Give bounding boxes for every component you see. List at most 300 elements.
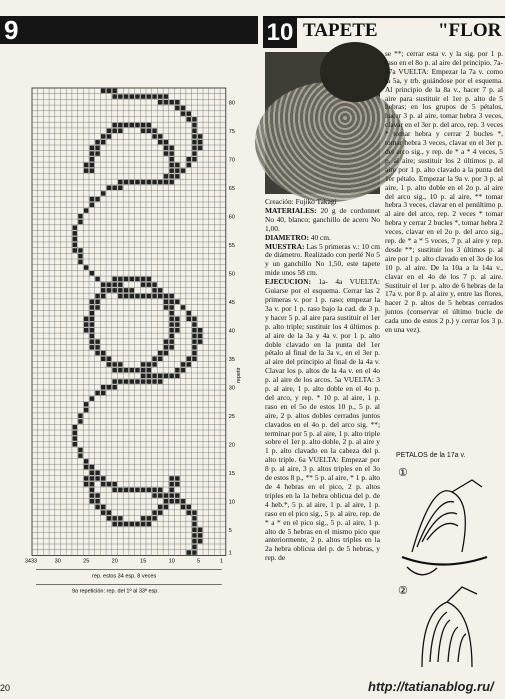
filled-cell [192,539,197,544]
filled-cell [118,94,123,99]
chart-grid [24,68,250,595]
filled-cell [187,163,192,168]
filled-cell [169,174,174,179]
filled-cell [158,357,163,362]
row-label: 20 [228,442,235,449]
filled-cell [107,385,112,390]
filled-cell [101,134,106,139]
filled-cell [78,214,83,219]
filled-cell [124,294,129,299]
filled-cell [164,100,169,105]
filled-cell [187,357,192,362]
filled-cell [101,351,106,356]
filled-cell [152,180,157,185]
filled-cell [164,499,169,504]
filled-cell [78,448,83,453]
filled-cell [84,168,89,173]
filled-cell [175,100,180,105]
filled-cell [78,220,83,225]
filled-cell [164,300,169,305]
filled-cell [181,106,186,111]
section-header-10 [263,16,505,48]
filled-cell [90,322,95,327]
instruction-paragraph: EJECUCION: 1a- 4a VUELTA: Guiarse por el esquema. Cerrar las 2 primeras v. por 1 p. raso; empezar la 3a v. por 1 p. raso bajo la cad. de 3 p. y hacer 5 p. al aire para sustituir el 1er p. alto triple; sustituir los 4 últimos p. al aire de la 3a y 4a v. por 1 p. alto doble clavado en la punta del 1er pétalo al final de la 3a v., en el 3er p. al aire del principio al final de la 4a v. Clavar los p. altos de la 4a v. en el 4o p. al aire de los arcos. 5a VUELTA: 3 p. al aire, 1 p. alto doble en el 4o p. del arco, y rep. * 10 p. al aire, 1 p. raso en el 5o de estos 10 p., 5 p. al aire, 2 p. altos dobles cerrados juntos clavados en el 4o p. del arco sig. **; terminar por 5 p. al aire, 1 p. alto triple sobre el 1er p. alto doble, 2 p. al aire y 1 p. alto clavado en la cabeza del p. alto triple. 6a VUELTA: Empezar por 8 p. al aire, 3 p. altos triples en el 3o de estos 8 p., ** 5 p. al aire, * 1 p. alto de 4 hebras en el pico, 2 p. altos triples en la 1a hebra oblicua del p. de 4 heb.*, 5 p. al aire, 1 p. al aire, 1 p. raso en el pico sig., 5 p. al aire, rep. de * a * en el pico sig., 5 p. al aire, 1 p. alto de 5 hebras en el mismo pico que anteriormente, 2 p. altos triples en la 2a hebra oblicua del p. de 5 hebras, y rep. de [265,277,380,563]
filled-cell [164,345,169,350]
filled-cell [147,294,152,299]
filled-cell [141,277,146,282]
photo-caption: Creación: Fujiko Takagi [265,197,337,206]
column-label: 10 [168,558,175,565]
paragraph-heading: MATERIALES: [265,205,317,215]
filled-cell [192,522,197,527]
filled-cell [164,493,169,498]
filled-cell [164,374,169,379]
section-number: 10 [263,18,297,48]
filled-cell [95,345,100,350]
filled-cell [90,271,95,276]
filled-cell [124,368,129,373]
filled-cell [164,305,169,310]
filled-cell [158,505,163,510]
filled-cell [118,379,123,384]
filled-cell [192,357,197,362]
filled-cell [169,328,174,333]
filled-cell [107,516,112,521]
filled-cell [130,488,135,493]
filled-cell [101,476,106,481]
filled-cell [130,288,135,293]
filled-cell [73,243,78,248]
row-label: 55 [228,242,235,249]
filled-cell [169,168,174,173]
filled-cell [90,482,95,487]
filled-cell [90,339,95,344]
filled-cell [152,516,157,521]
filled-cell [169,493,174,498]
row-label: 75 [228,128,235,135]
filled-cell [192,117,197,122]
filled-cell [107,134,112,139]
filled-cell [169,345,174,350]
filled-cell [152,510,157,515]
filled-cell [152,134,157,139]
filled-cell [147,94,152,99]
filled-cell [158,379,163,384]
filled-cell [175,328,180,333]
filled-cell [112,282,117,287]
filled-cell [112,379,117,384]
row-label: 1 [228,550,232,557]
filled-cell [95,197,100,202]
filled-cell [187,117,192,122]
filled-cell [175,374,180,379]
filled-cell [192,157,197,162]
filled-cell [95,471,100,476]
filled-cell [192,317,197,322]
row-label: 40 [228,328,235,335]
filled-cell [198,528,203,533]
filled-cell [118,522,123,527]
filled-cell [192,516,197,521]
filled-cell [101,282,106,287]
filled-cell [192,151,197,156]
filled-cell [90,157,95,162]
filled-cell [112,89,117,94]
instruction-paragraph: DIAMETRO: 40 cm. [265,232,331,242]
filled-cell [175,482,180,487]
filled-cell [187,311,192,316]
filled-cell [78,248,83,253]
filled-cell [147,123,152,128]
filled-cell [90,300,95,305]
filled-cell [73,225,78,230]
doily-photo [265,52,380,194]
filled-cell [141,294,146,299]
filled-cell [141,129,146,134]
filled-cell [198,334,203,339]
filled-cell [95,476,100,481]
filled-cell [118,186,123,191]
filled-cell [101,191,106,196]
row-label: 25 [228,413,235,420]
filled-cell [95,391,100,396]
row-label: 5 [228,527,232,534]
filled-cell [84,322,89,327]
article-title-continued: "FLOR [438,20,502,41]
section-header-9 [0,16,258,44]
filled-cell [107,482,112,487]
filled-cell [147,379,152,384]
row-label: 80 [228,100,235,107]
filled-cell [175,174,180,179]
filled-cell [124,288,129,293]
filled-cell [141,488,146,493]
column-label: 25 [83,558,90,565]
filled-cell [101,294,106,299]
instructions-column-2 [385,50,503,335]
filled-cell [101,89,106,94]
filled-cell [192,550,197,555]
filled-cell [175,476,180,481]
filled-cell [84,402,89,407]
filled-cell [130,522,135,527]
filled-cell [73,425,78,430]
filled-cell [84,208,89,213]
filled-cell [164,140,169,145]
filled-cell [84,482,89,487]
filled-cell [78,414,83,419]
filled-cell [90,345,95,350]
filled-cell [112,129,117,134]
filled-cell [192,129,197,134]
filled-cell [84,476,89,481]
filled-cell [169,476,174,481]
filled-cell [118,368,123,373]
column-label: 20 [111,558,118,565]
filled-cell [147,129,152,134]
filled-cell [192,134,197,139]
section-number: 9 [4,15,19,45]
filled-cell [112,385,117,390]
filled-cell [124,522,129,527]
filled-cell [181,368,186,373]
filled-cell [135,368,140,373]
filled-cell [95,339,100,344]
row-label: 45 [228,299,235,306]
instructions-column-1 [265,198,380,563]
filled-cell [181,499,186,504]
lace-texture [255,82,405,202]
instruction-text: se **; cerrar esta v. y la sig. por 1 p. raso en el 8o p. al aire del principio. 7a- 17a VUELTA: Empezar la 7a v. como la 5a, y trb. guiándose por el esquema. Al principio de la 8a v., hacer 7 p. al aire para sustituir el 1er p. alto de 5 hebras; en los grupos de 5 pétalos, hacer 3 p. al aire, tomar hebra 3 veces, clavar en el 3er p. del arco, rep. 3 veces * tomar hebra y cerrar 2 bucles *, tomar hebra 3 veces, clavar en el 3er p. del arco sig., y rep. de * a * 4 veces, 5 p. al aire; sustituir los 2 últimos p. al aire por 1 p. alto clavado a la punta del 1er pétalo. Empezar la 9a v. por 3 p. al aire, 1 p. alto doble en el 2o p. al aire del arco sig., 10 p. al aire, ** tomar hebra 3 veces, clavar en el penúltimo p. al aire del arco, rep. 2 veces * tomar hebra y cerrar 2 bucles *, tomar hebra 2 veces, clavar en el 2o p. del arco sig., rep. de * a * 5 veces, 7 p. al aire y rep. desde **; sustituir los 3 últimos p. al aire por 1 p. alto clavado en el 3o de los 10 p. al aire. De la 10a a la 14a v., clavar en el 4o de los 7 p. al aire. Sustituir el 1er p. alto de 6 hebras de la 17a v. por 8 p. al aire y, entre las flores, hacer 2 p. altos de 5 hebras cerrados juntos (conservar el último bucle de cada uno de estos 2 p.) y cerrar los 3 p. en una vez). [385,49,504,335]
filled-cell [164,151,169,156]
filled-cell [118,362,123,367]
filled-cell [147,180,152,185]
filled-cell [95,277,100,282]
filled-cell [112,123,117,128]
filled-cell [147,522,152,527]
filled-cell [112,482,117,487]
filled-cell [158,493,163,498]
filled-cell [158,351,163,356]
filled-cell [169,317,174,322]
step-1-marker: ① [398,467,408,479]
filled-cell [95,300,100,305]
filled-cell [135,522,140,527]
filled-cell [112,488,117,493]
filled-cell [112,186,117,191]
filled-cell [90,493,95,498]
filled-cell [101,391,106,396]
instruction-paragraph: MATERIALES: 20 g de cordonnet No 40, blanco; ganchillo de acero No 1,00. [265,205,380,233]
filled-cell [124,488,129,493]
filled-cell [84,163,89,168]
filled-cell [90,476,95,481]
filled-cell [95,140,100,145]
filled-cell [198,533,203,538]
filled-cell [107,288,112,293]
filled-cell [90,499,95,504]
filled-cell [158,180,163,185]
filled-cell [130,180,135,185]
filled-cell [101,505,106,510]
column-label: 5 [197,558,201,565]
paragraph-heading: DIAMETRO: [265,232,309,242]
row-label: 30 [228,385,235,392]
article-title: TAPETE [303,20,378,41]
filled-cell [169,305,174,310]
filled-cell [78,254,83,259]
filled-cell [164,180,169,185]
filled-cell [90,168,95,173]
filled-cell [107,282,112,287]
petal-2 [422,587,477,667]
filled-cell [192,328,197,333]
filled-cell [112,288,117,293]
column-label: 1 [219,558,224,565]
filled-cell [152,294,157,299]
filled-cell [192,528,197,533]
filled-cell [141,368,146,373]
filled-cell [107,89,112,94]
petals-diagram [392,462,504,672]
filled-cell [124,180,129,185]
column-label: 30 [54,558,61,565]
filled-cell [107,186,112,191]
filled-cell [118,516,123,521]
filled-cell [192,510,197,515]
filled-cell [90,465,95,470]
filled-cell [130,94,135,99]
filled-cell [169,100,174,105]
filled-cell [135,123,140,128]
filled-cell [164,505,169,510]
filled-cell [101,510,106,515]
filled-cell [169,157,174,162]
row-label: 70 [228,157,235,164]
filled-cell [101,288,106,293]
filled-cell [175,163,180,168]
row-label: 60 [228,214,235,221]
filled-cell [141,379,146,384]
filled-cell [181,168,186,173]
filled-cell [169,488,174,493]
filled-cell [158,488,163,493]
filled-cell [175,168,180,173]
filled-cell [95,493,100,498]
filled-cell [152,488,157,493]
filled-cell [73,431,78,436]
filled-cell [112,94,117,99]
filled-cell [147,282,152,287]
column-label: 15 [140,558,147,565]
column-label: 3433 [24,558,38,565]
filled-cell [181,362,186,367]
filled-cell [73,248,78,253]
filled-cell [152,493,157,498]
filled-cell [118,288,123,293]
filled-cell [95,294,100,299]
filled-cell [169,146,174,151]
filled-cell [175,322,180,327]
filled-cell [73,436,78,441]
filled-cell [158,134,163,139]
filled-cell [90,197,95,202]
filled-cell [198,339,203,344]
filled-cell [84,465,89,470]
filled-cell [95,151,100,156]
repeat-note-1: rep. estos 34 esp. 8 veces [92,573,157,580]
filled-cell [118,282,123,287]
filled-cell [95,505,100,510]
filled-cell [135,277,140,282]
filled-cell [187,510,192,515]
filled-cell [164,351,169,356]
filled-cell [73,231,78,236]
filled-cell [112,362,117,367]
filled-cell [175,499,180,504]
filled-cell [107,129,112,134]
filled-cell [164,146,169,151]
filled-cell [158,288,163,293]
filled-cell [169,300,174,305]
filled-cell [175,300,180,305]
filled-cell [141,94,146,99]
filled-cell [73,442,78,447]
filled-cell [90,488,95,493]
filled-cell [164,294,169,299]
filled-cell [147,368,152,373]
filled-cell [175,493,180,498]
filled-cell [169,374,174,379]
filled-cell [169,482,174,487]
filled-cell [141,516,146,521]
filled-cell [84,328,89,333]
filled-cell [192,339,197,344]
filled-cell [192,140,197,145]
filled-cell [90,311,95,316]
filled-cell [198,146,203,151]
filled-cell [90,317,95,322]
filled-cell [152,374,157,379]
filled-cell [192,345,197,350]
filled-cell [84,459,89,464]
filled-cell [187,362,192,367]
filled-cell [90,305,95,310]
filet-crochet-chart [24,68,250,595]
filled-cell [141,282,146,287]
filled-cell [90,471,95,476]
filled-cell [147,362,152,367]
filled-cell [107,510,112,515]
filled-cell [124,123,129,128]
filled-cell [141,362,146,367]
filled-cell [152,357,157,362]
filled-cell [169,294,174,299]
filled-cell [135,180,140,185]
filled-cell [158,94,163,99]
filled-cell [95,499,100,504]
row-label: 10 [228,499,235,506]
filled-cell [192,545,197,550]
filled-cell [152,282,157,287]
paragraph-heading: EJECUCION: [265,277,311,287]
filled-cell [175,368,180,373]
filled-cell [107,357,112,362]
filled-cell [135,94,140,99]
filled-cell [84,408,89,413]
instruction-paragraphs [265,207,380,563]
filled-cell [78,419,83,424]
filled-cell [147,277,152,282]
filled-cell [169,163,174,168]
filled-cell [152,94,157,99]
filled-cell [192,146,197,151]
petals-title: PETALOS de la 17a v. [396,452,466,459]
filled-cell [164,174,169,179]
page-number: 20 [0,683,11,693]
filled-cell [169,339,174,344]
filled-cell [164,94,169,99]
filled-cell [141,374,146,379]
filled-cell [152,288,157,293]
filled-cell [192,533,197,538]
filled-cell [130,294,135,299]
filled-cell [90,146,95,151]
row-label: 15 [228,470,235,477]
filled-cell [73,237,78,242]
filled-cell [107,362,112,367]
filled-cell [187,157,192,162]
